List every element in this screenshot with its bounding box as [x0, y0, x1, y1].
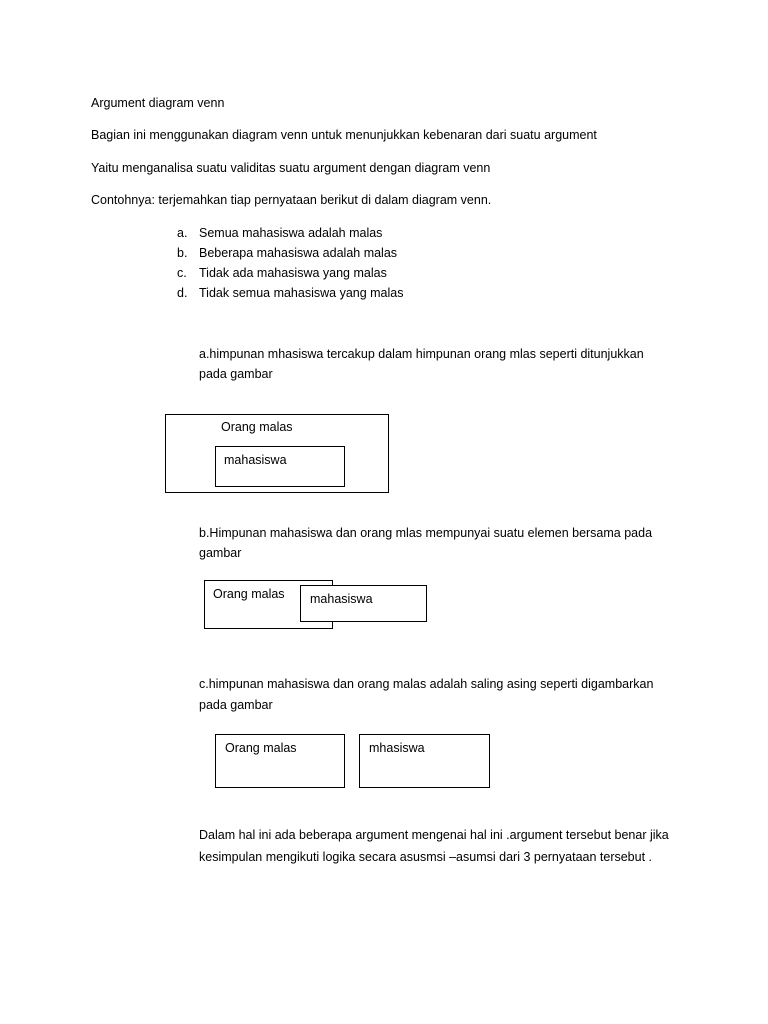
intro-paragraph-2: Yaitu menganalisa suatu validitas suatu argument dengan diagram venn [91, 161, 491, 175]
diagram-a-inner-label: mahasiswa [224, 453, 287, 467]
section-b-text-line-2: gambar [199, 546, 242, 560]
section-c-text-line-1: c.himpunan mahasiswa dan orang malas adalah saling asing seperti digambarkan [199, 677, 654, 691]
diagram-b-right-label: mahasiswa [310, 592, 373, 606]
section-c-text-line-2: pada gambar [199, 698, 273, 712]
list-marker: c. [177, 266, 187, 280]
page-title: Argument diagram venn [91, 96, 225, 110]
list-marker: d. [177, 286, 188, 300]
diagram-b-left-label: Orang malas [213, 587, 285, 601]
list-item-text: Beberapa mahasiswa adalah malas [199, 246, 398, 260]
diagram-c-left-label: Orang malas [225, 741, 297, 755]
list-item [177, 265, 387, 281]
list-item-text: Tidak semua mahasiswa yang malas [199, 286, 404, 300]
conclusion-line-2: kesimpulan mengikuti logika secara asusmsi –asumsi dari 3 pernyataan tersebut . [199, 850, 653, 864]
list-marker: a. [177, 226, 188, 240]
list-item-text: Tidak ada mahasiswa yang malas [199, 266, 387, 280]
section-a-text-line-2: pada gambar [199, 367, 273, 381]
conclusion-line-1: Dalam hal ini ada beberapa argument mengenai hal ini .argument tersebut benar jika [199, 828, 669, 842]
diagram-c-right-label: mhasiswa [369, 741, 425, 755]
intro-paragraph-1: Bagian ini menggunakan diagram venn untuk menunjukkan kebenaran dari suatu argument [91, 128, 597, 142]
list-marker: b. [177, 246, 188, 260]
intro-paragraph-3: Contohnya: terjemahkan tiap pernyataan berikut di dalam diagram venn. [91, 193, 492, 207]
list-item [177, 225, 382, 241]
list-item [177, 285, 404, 301]
diagram-a-outer-label: Orang malas [221, 420, 293, 434]
list-item-text: Semua mahasiswa adalah malas [199, 226, 383, 240]
list-item [177, 245, 397, 261]
section-b-text-line-1: b.Himpunan mahasiswa dan orang mlas mempunyai suatu elemen bersama pada [199, 526, 653, 540]
section-a-text-line-1: a.himpunan mhasiswa tercakup dalam himpunan orang mlas seperti ditunjukkan [199, 347, 644, 361]
